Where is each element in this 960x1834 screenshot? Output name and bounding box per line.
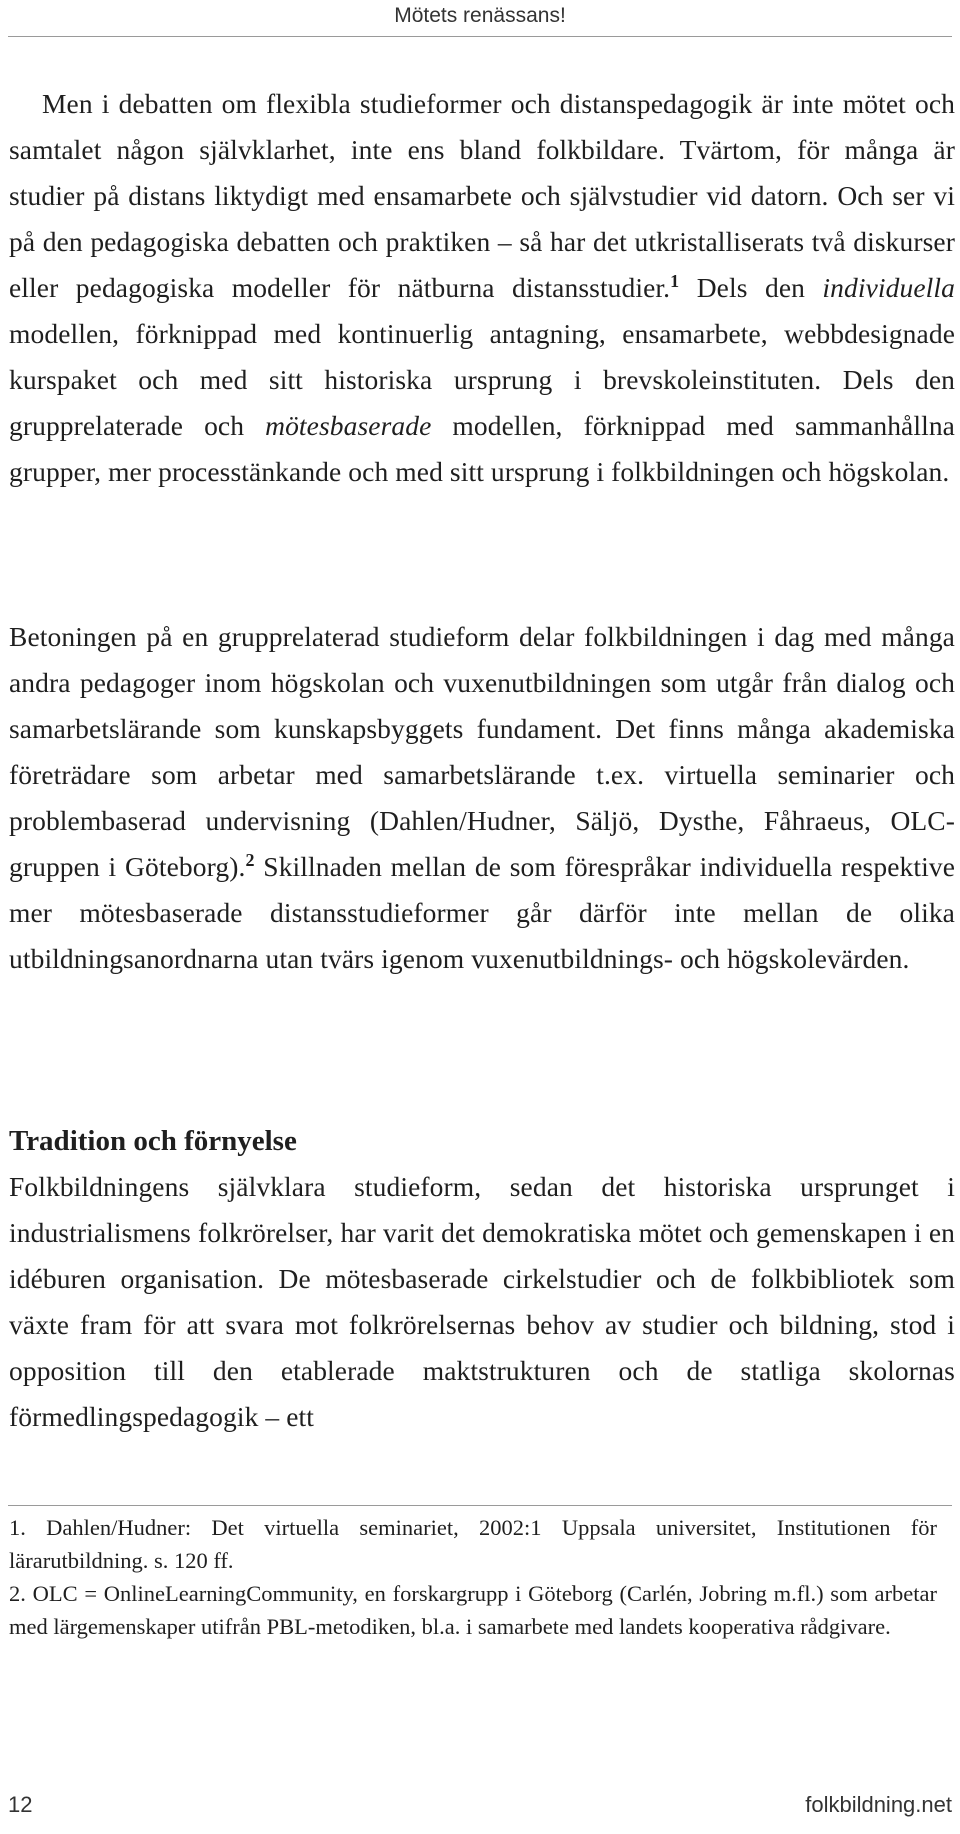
paragraph-text: modellen, förknippad med sammanhållna grupper, mer processtänkande och med sitt ursprung i folkbildningen och högskolan. [9, 410, 955, 487]
footnote-1: 1. Dahlen/Hudner: Det virtuella seminariet, 2002:1 Uppsala universitet, Institutionen för lärarutbildning. s. 120 ff. [9, 1515, 937, 1573]
paragraph-text: Folkbildningens självklara studieform, sedan det historiska ursprunget i industrialismens folkrörelser, har varit det demokratiska mötet och gemenskapen i en idéburen organisation. De mötesbaserade cirkelstudier och de folkbibliotek som växte fram för att svara mot folkrörelsernas behov av studier och bildning, stod i opposition till den etablerade maktstrukturen och de statliga skolornas förmedlingspedagogik – ett [9, 1171, 955, 1432]
paragraph-text: modellen, förknippad med kontinuerlig antagning, ensamarbete, webbdesignade kurspaket och med sitt historiska ursprung i brevskoleinstituten. Dels den grupprelaterade och [9, 318, 955, 441]
section-heading: Tradition och förnyelse [9, 1125, 297, 1157]
emphasis-motesbaserade: mötesbaserade [265, 410, 432, 441]
header-divider [8, 36, 952, 37]
page-number: 12 [8, 1792, 33, 1817]
paragraph-text: Betoningen på en grupprelaterad studieform delar folkbildningen i dag med många andra pedagoger inom högskolan och vuxenutbildningen som utgår från dialog och samarbetslärande som kunskapsbyggets fundament. Det finns många akademiska företrädare som arbetar med samarbetslärande t.ex. virtuella seminarier och problembaserad undervisning (Dahlen/Hudner, Säljö, Dysthe, Fåhraeus, OLC-gruppen i Göteborg). [9, 621, 955, 882]
paragraph-text: Men i debatten om flexibla studieformer och distanspedagogik är inte mötet och samtalet någon självklarhet, inte ens bland folkbildare. Tvärtom, för många är studier på distans liktydigt med ensamarbete och självstudier vid datorn. Och ser vi på den pedagogiska debatten och praktiken – så har det utkristalliserats två diskurser eller pedagogiska modeller för nätburna distansstudier. [9, 88, 955, 303]
footnote-ref-2: 2 [245, 850, 255, 870]
site-name: folkbildning.net [805, 1792, 952, 1817]
paragraph-text: Skillnaden mellan de som förespråkar individuella respektive mer mötesbaserade distansstudieformer går därför inte mellan de olika utbildningsanordnarna utan tvärs igenom vuxenutbildnings- och högskolevärden. [9, 851, 955, 974]
body-paragraph-1 [9, 81, 955, 495]
body-paragraph-2 [9, 614, 955, 982]
footnote-divider [8, 1505, 952, 1506]
paragraph-text: Dels den [679, 272, 823, 303]
footnote-ref-1: 1 [670, 271, 680, 291]
body-paragraph-3 [9, 1164, 955, 1440]
running-head: Mötets renässans! [394, 4, 566, 27]
footnote-2: 2. OLC = OnlineLearningCommunity, en forskargrupp i Göteborg (Carlén, Jobring m.fl.) som arbetar med lärgemenskaper utifrån PBL-metodiken, bl.a. i samarbete med landets kooperativa rådgivare. [9, 1581, 937, 1639]
emphasis-individuella: individuella [822, 272, 955, 303]
footnotes [9, 1511, 937, 1643]
